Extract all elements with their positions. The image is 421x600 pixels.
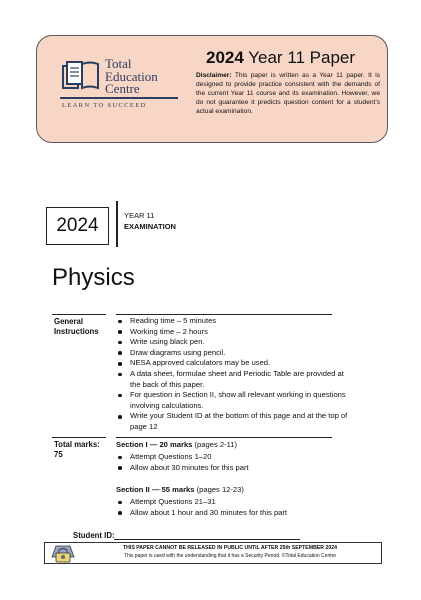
list-item: For question in Section II, show all relevant working in questions involving calculations. [116,390,350,411]
marks-label-rule [52,437,106,438]
exam-level: YEAR 11 [124,211,155,220]
list-item: Allow about 1 hour and 30 minutes for this part [116,508,356,519]
security-notice: THIS PAPER CANNOT BE RELEASED IN PUBLIC UNTIL AFTER 25th SEPTEMBER 2024 [122,545,338,551]
paper-title-rest: Year 11 Paper [243,48,356,67]
student-id-label: Student ID: [73,531,115,540]
list-item: A data sheet, formulae sheet and Periodic Table are provided at the back of this paper. [116,369,350,390]
section-1-heading: Section I — 20 marks (pages 2-11) [116,440,238,449]
security-lock-icon [50,543,76,563]
tec-logo [58,58,178,128]
list-item: Attempt Questions 1–20 [116,452,356,463]
list-item: Working time – 2 hours [116,327,350,338]
logo-tagline: LEARN TO SUCCEED [62,102,147,109]
general-label-rule [52,314,106,315]
section-2-heading: Section II — 55 marks (pages 12-23) [116,485,244,494]
paper-title-year: 2024 [206,48,244,67]
list-item: Allow about 30 minutes for this part [116,463,356,474]
section-2-list [116,497,356,518]
disclaimer-text: This paper is written as a Year 11 paper. It is designed to provide practice consistent with the demands of the current Year 11 course and its examination. However, we do not guarantee it predicts question content for a student’s actual examination. [196,72,380,115]
student-id-field[interactable] [114,539,300,540]
list-item: Write using black pen. [116,337,350,348]
total-marks-value: 75 [54,450,63,459]
list-item: Draw diagrams using pencil. [116,348,350,359]
list-item: Write your Student ID at the bottom of this page and at the top of page 12 [116,411,350,432]
paper-title [206,48,355,68]
subject-title: Physics [52,264,135,291]
exam-year-box: 2024 [46,207,109,245]
list-item: Attempt Questions 21–31 [116,497,356,508]
brand-name: Total Education Centre [105,56,158,96]
security-note: This paper is used with the understanding that it has a Security Period. ©Total Education Centre [123,553,337,559]
section-1-list [116,452,356,473]
list-item: Reading time – 5 minutes [116,316,350,327]
marks-content-rule [116,437,332,438]
exam-type: EXAMINATION [124,222,176,231]
disclaimer-label: Disclaimer: [196,72,232,79]
disclaimer [196,72,380,117]
logo-rule [60,97,178,99]
divider-vertical [116,201,118,247]
total-marks-label: Total marks: 75 [54,440,100,459]
list-item: NESA approved calculators may be used. [116,358,350,369]
general-instructions-label: General Instructions [54,317,99,336]
general-instructions-list [116,316,350,433]
general-content-rule [116,314,332,315]
book-logo-icon [60,60,100,96]
